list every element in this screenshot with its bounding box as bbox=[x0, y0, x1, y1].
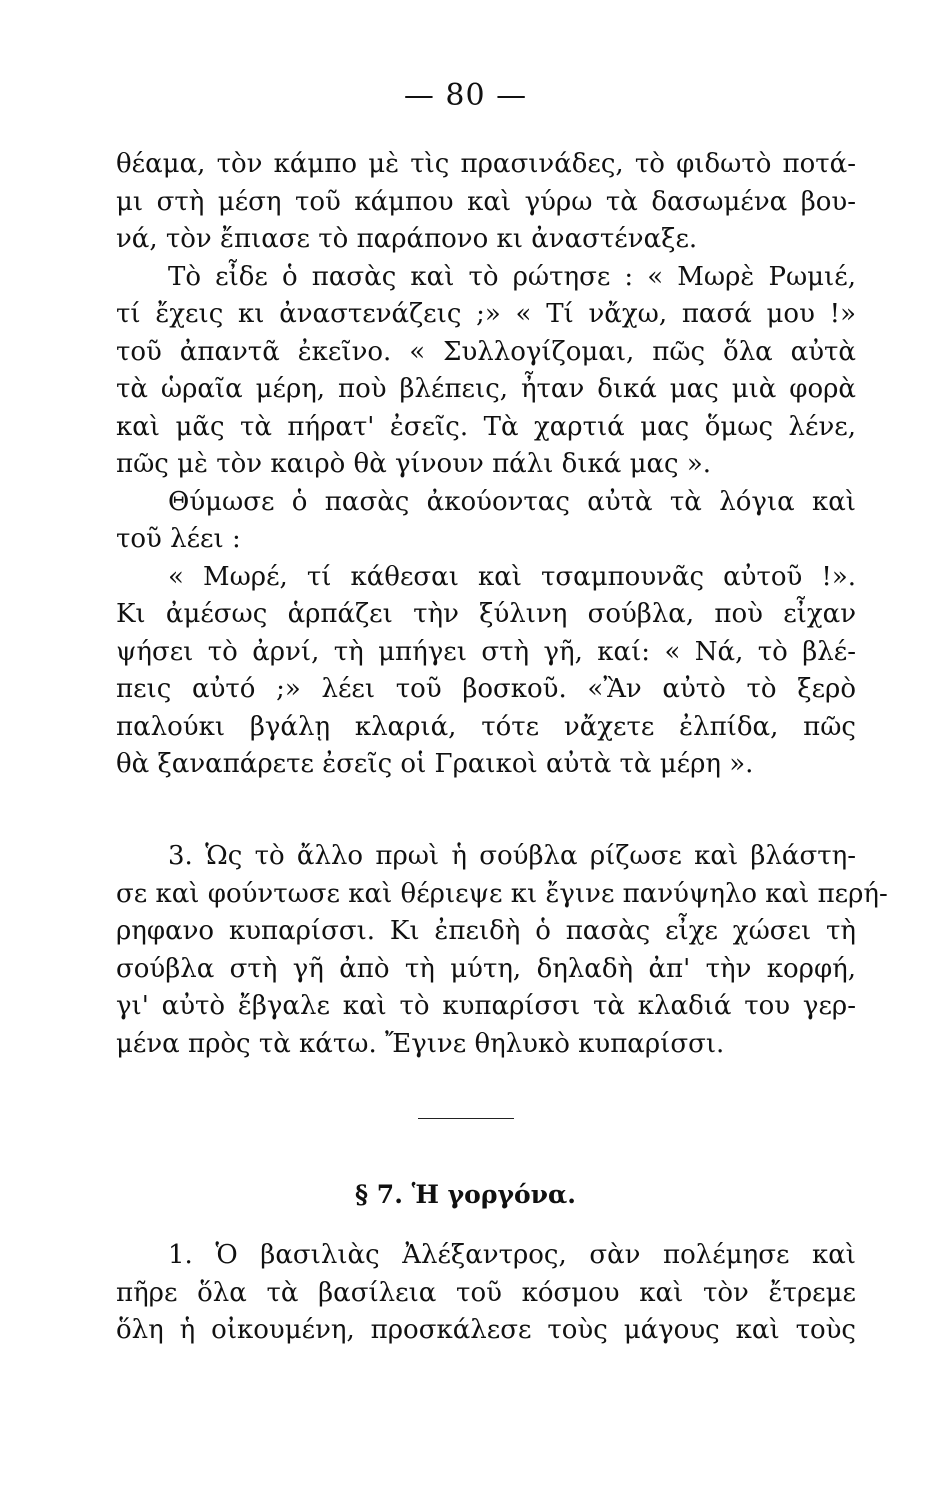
text-line: σε καὶ φούντωσε καὶ θέριεψε κι ἔγινε πανύψηλο καὶ περή- bbox=[116, 878, 888, 909]
text-line: σούβλα στὴ γῆ ἀπὸ τὴ μύτη, δηλαδὴ ἀπ' τὴν κορφή, bbox=[116, 953, 856, 984]
text-line: Κι ἀμέσως ἁρπάζει τὴν ξύλινη σούβλα, ποὺ εἶχαν bbox=[116, 599, 856, 629]
text-line: θέαμα, τὸν κάμπο μὲ τὶς πρασινάδες, τὸ φιδωτὸ ποτά- bbox=[116, 149, 856, 179]
text-line: ρηφανο κυπαρίσσι. Κι ἐπειδὴ ὁ πασὰς εἶχε χώσει τὴ bbox=[116, 916, 856, 946]
text-line: πεις αὐτό ;» λέει τοῦ βοσκοῦ. «Ἂν αὐτὸ τὸ ξερὸ bbox=[116, 674, 856, 704]
text-line: παλούκι βγάλῃ κλαριά, τότε νἄχετε ἐλπίδα, πῶς bbox=[116, 711, 856, 742]
text-line: ὅλη ἡ οἰκουμένη, προσκάλεσε τοὺς μάγους καὶ τοὺς bbox=[116, 1315, 856, 1345]
text-line: Τὸ εἶδε ὁ πασὰς καὶ τὸ ρώτησε : « Μωρὲ Ρωμιέ, bbox=[168, 261, 856, 292]
section-divider bbox=[418, 1118, 514, 1119]
text-line: πῶς μὲ τὸν καιρὸ θὰ γίνουν πάλι δικά μας ». bbox=[116, 449, 712, 479]
section-heading: § 7. Ἡ γοργόνα. bbox=[355, 1180, 576, 1209]
page-number: — 80 — bbox=[403, 78, 528, 113]
story-text-new-section bbox=[116, 1237, 856, 1350]
text-line: « Μωρέ, τί κάθεσαι καὶ τσαμπουνᾶς αὐτοῦ !». bbox=[168, 561, 856, 592]
story-text-section-three bbox=[116, 838, 888, 1063]
text-line: μένα πρὸς τὰ κάτω. Ἔγινε θηλυκὸ κυπαρίσσι. bbox=[116, 1028, 725, 1059]
text-line: τοῦ λέει : bbox=[116, 524, 241, 554]
text-line: νά, τὸν ἔπιασε τὸ παράπονο κι ἀναστέναξε. bbox=[116, 224, 698, 254]
text-line: 3. Ὡς τὸ ἄλλο πρωὶ ἡ σούβλα ρίζωσε καὶ βλάστη- bbox=[168, 841, 856, 871]
story-text-upper bbox=[116, 146, 856, 784]
text-line: 1. Ὁ βασιλιὰς Ἀλέξαντρος, σὰν πολέμησε καὶ bbox=[168, 1240, 856, 1270]
text-line: ψήσει τὸ ἀρνί, τὴ μπήγει στὴ γῆ, καί: « Νά, τὸ βλέ- bbox=[116, 636, 856, 667]
text-line: τὰ ὡραῖα μέρη, ποὺ βλέπεις, ἦταν δικά μας μιὰ φορὰ bbox=[116, 374, 856, 404]
text-line: καὶ μᾶς τὰ πήρατ' ἐσεῖς. Τὰ χαρτιά μας ὅμως λένε, bbox=[116, 411, 856, 442]
text-line: μι στὴ μέση τοῦ κάμπου καὶ γύρω τὰ δασωμένα βου- bbox=[116, 186, 856, 217]
text-line: Θύμωσε ὁ πασὰς ἀκούοντας αὐτὰ τὰ λόγια καὶ bbox=[168, 486, 856, 517]
text-line: πῆρε ὅλα τὰ βασίλεια τοῦ κόσμου καὶ τὸν ἔτρεμε bbox=[116, 1277, 856, 1308]
text-line: τοῦ ἀπαντᾶ ἐκεῖνο. « Συλλογίζομαι, πῶς ὅλα αὐτὰ bbox=[116, 336, 856, 367]
text-line: θὰ ξαναπάρετε ἐσεῖς οἱ Γραικοὶ αὐτὰ τὰ μέρη ». bbox=[116, 749, 754, 779]
text-line: γι' αὐτὸ ἔβγαλε καὶ τὸ κυπαρίσσι τὰ κλαδιά του γερ- bbox=[116, 991, 856, 1021]
text-line: τί ἔχεις κι ἀναστενάζεις ;» « Τί νἄχω, πασά μου !» bbox=[116, 299, 856, 329]
